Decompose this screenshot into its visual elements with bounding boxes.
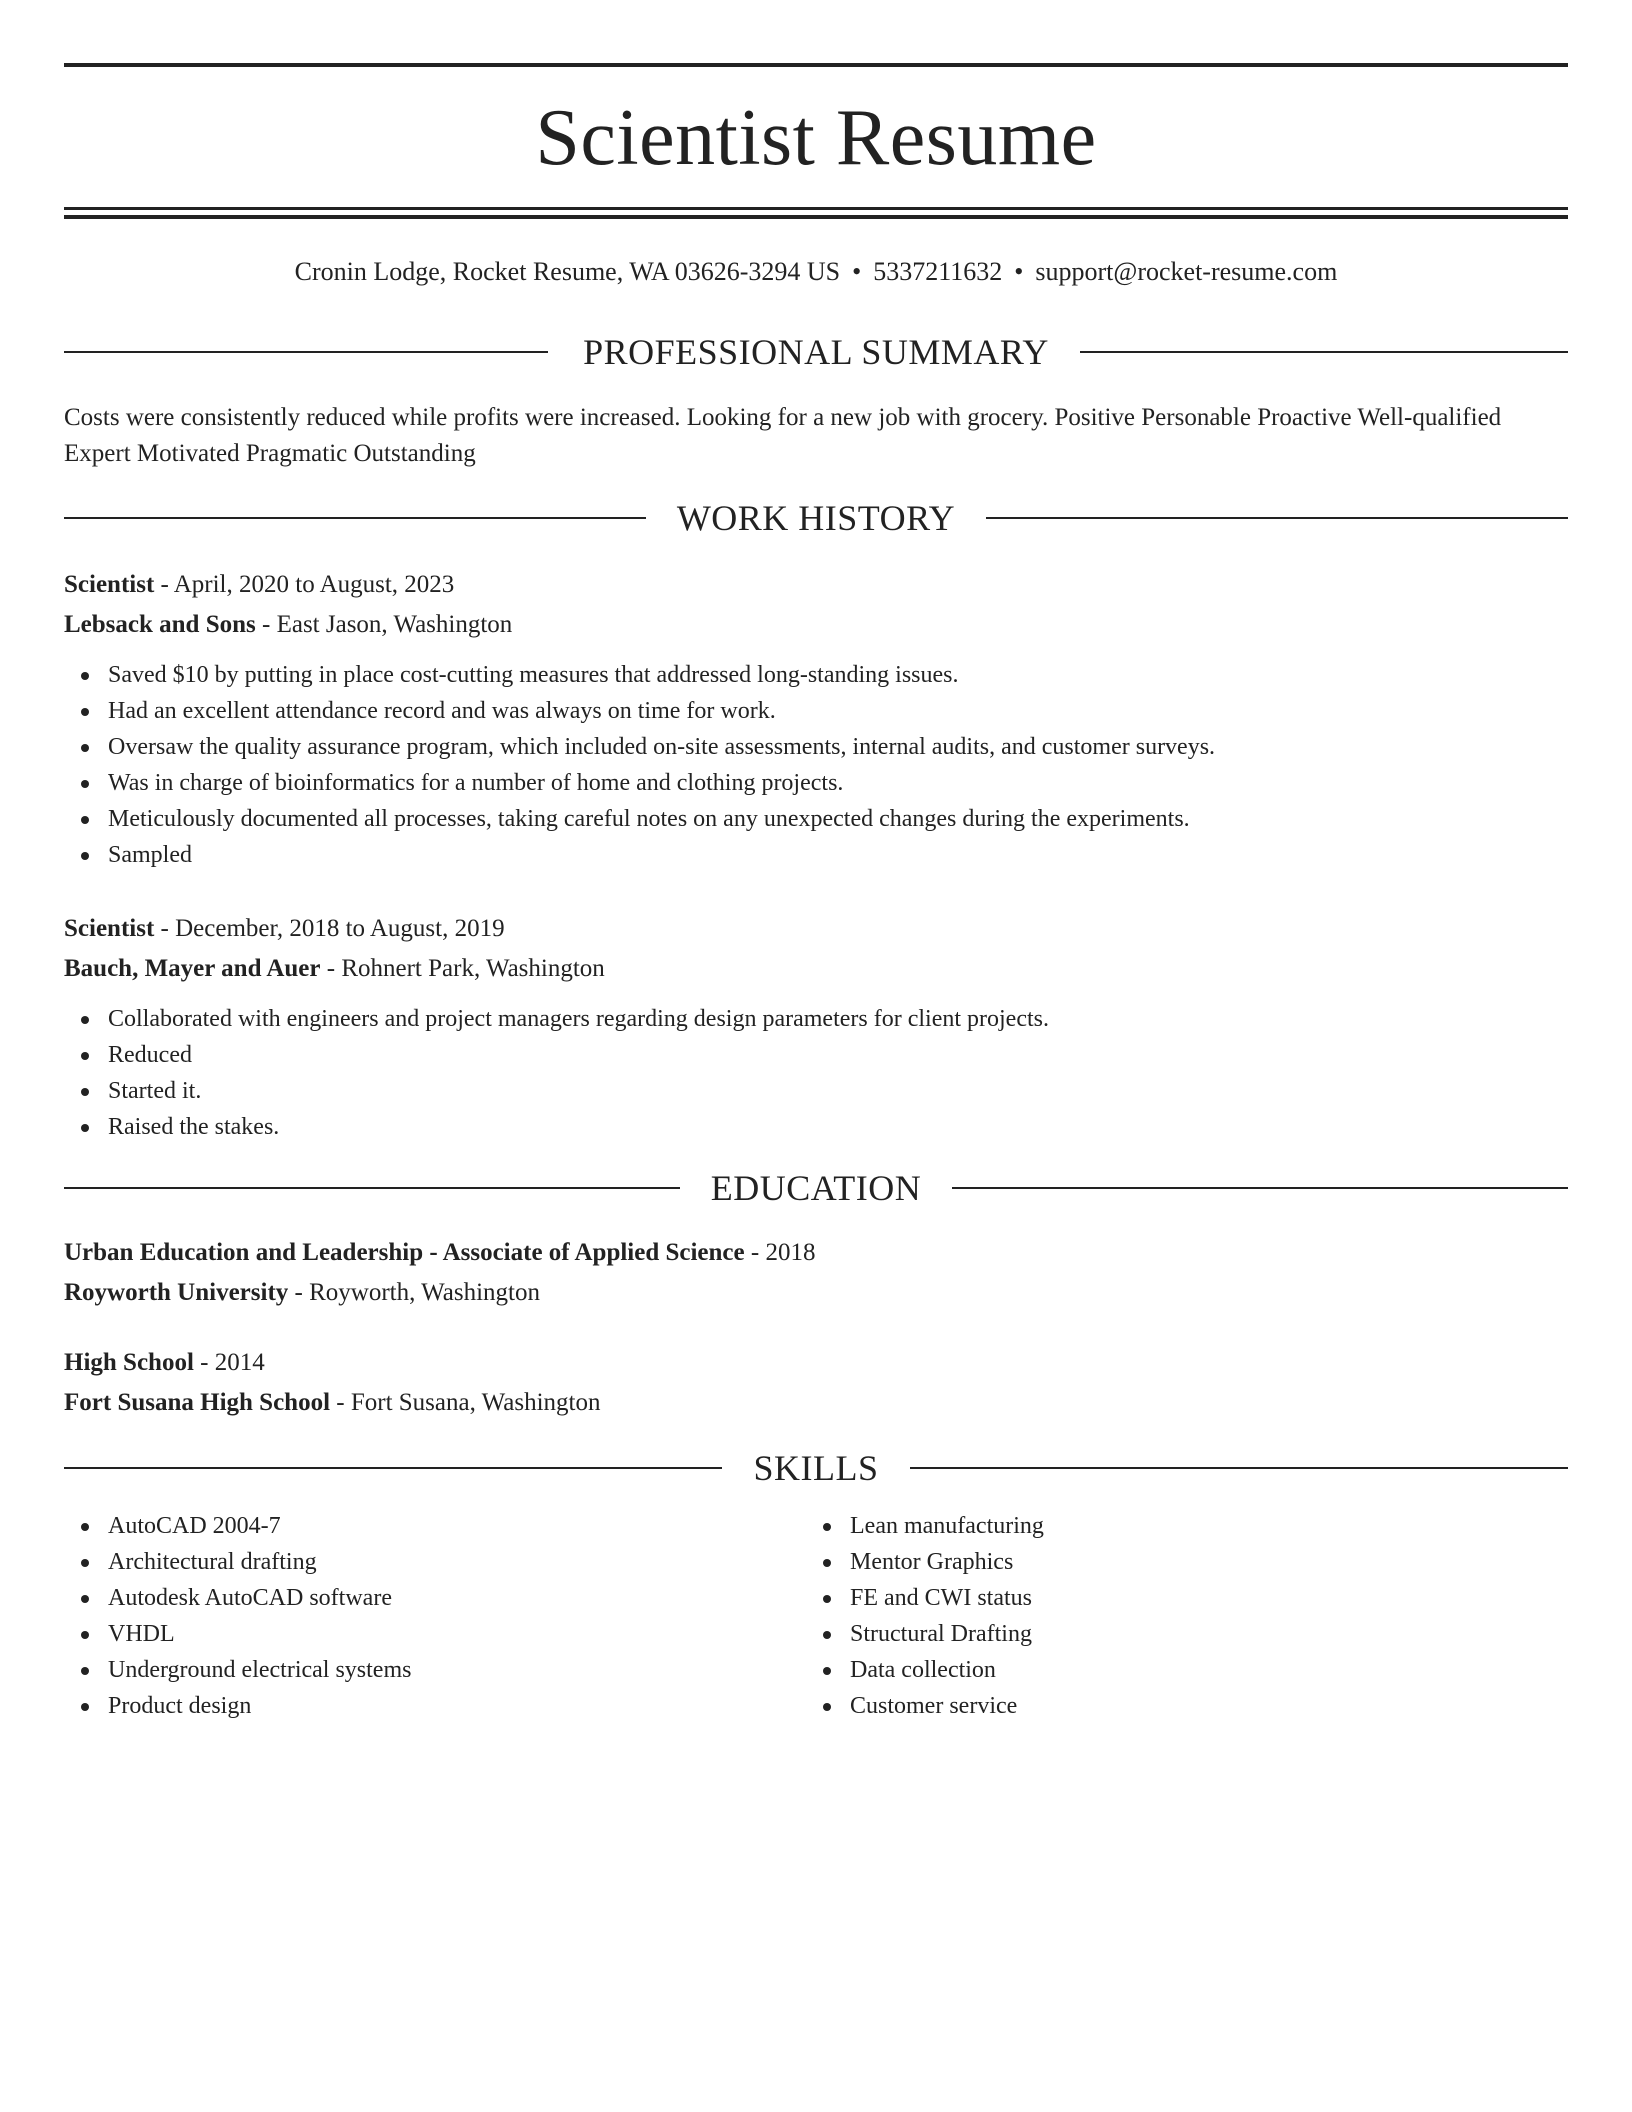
work-entry-title-line bbox=[64, 565, 1568, 605]
skill-item: Structural Drafting bbox=[806, 1616, 1506, 1652]
section-rule-right bbox=[986, 517, 1568, 519]
school-name: Royworth University bbox=[64, 1279, 289, 1306]
skill-item: Underground electrical systems bbox=[64, 1652, 764, 1688]
work-entry-bullets bbox=[64, 1001, 1568, 1145]
skill-item: Data collection bbox=[806, 1652, 1506, 1688]
skills-list-right bbox=[806, 1508, 1506, 1724]
education-school-line bbox=[64, 1383, 1568, 1423]
education-school-line bbox=[64, 1273, 1568, 1313]
skill-item: FE and CWI status bbox=[806, 1580, 1506, 1616]
list-item: Saved $10 by putting in place cost-cutting measures that addressed long-standing issues. bbox=[64, 657, 1568, 693]
section-heading-education bbox=[64, 1166, 1568, 1210]
company-location: - Rohnert Park, Washington bbox=[320, 955, 605, 982]
list-item: Oversaw the quality assurance program, which included on-site assessments, internal audits, and customer surveys. bbox=[64, 729, 1568, 765]
skill-item: Lean manufacturing bbox=[806, 1508, 1506, 1544]
education-degree-line bbox=[64, 1343, 1568, 1383]
contact-separator: • bbox=[852, 257, 862, 286]
work-entry-company-line bbox=[64, 605, 1568, 645]
list-item: Started it. bbox=[64, 1073, 1568, 1109]
contact-phone: 5337211632 bbox=[873, 257, 1003, 286]
school-location: - Fort Susana, Washington bbox=[330, 1389, 601, 1416]
skill-item: Architectural drafting bbox=[64, 1544, 764, 1580]
section-heading-work-history bbox=[64, 496, 1568, 540]
list-item: Collaborated with engineers and project managers regarding design parameters for client projects. bbox=[64, 1001, 1568, 1037]
work-entry bbox=[64, 565, 1568, 873]
list-item: Had an excellent attendance record and was always on time for work. bbox=[64, 693, 1568, 729]
skill-item: Mentor Graphics bbox=[806, 1544, 1506, 1580]
degree-year: - 2018 bbox=[744, 1239, 816, 1266]
skills-list-left bbox=[64, 1508, 764, 1724]
company-name: Bauch, Mayer and Auer bbox=[64, 955, 321, 982]
work-entry-company-line bbox=[64, 949, 1568, 989]
list-item: Sampled bbox=[64, 837, 1568, 873]
contact-line bbox=[64, 254, 1568, 290]
summary-text: Costs were consistently reduced while profits were increased. Looking for a new job with grocery. Positive Personable Proactive Well-qualified Expert Motivated Pragmatic Outstanding bbox=[64, 404, 1502, 467]
company-location: - East Jason, Washington bbox=[255, 611, 513, 638]
skills-column-left bbox=[64, 1508, 764, 1724]
degree-year: - 2014 bbox=[193, 1349, 265, 1376]
section-title-education: EDUCATION bbox=[710, 1168, 922, 1208]
section-rule-right bbox=[910, 1467, 1568, 1469]
school-name: Fort Susana High School bbox=[64, 1389, 331, 1416]
skills-column-right bbox=[806, 1508, 1506, 1724]
school-location: - Royworth, Washington bbox=[288, 1279, 540, 1306]
degree-name: Urban Education and Leadership - Associate of Applied Science bbox=[64, 1239, 745, 1266]
header-top-rule bbox=[64, 63, 1568, 67]
page-title: Scientist Resume bbox=[535, 94, 1097, 182]
contact-email: support@rocket-resume.com bbox=[1035, 257, 1338, 286]
company-name: Lebsack and Sons bbox=[64, 611, 256, 638]
section-rule-right bbox=[1080, 351, 1568, 353]
work-entry-title-line bbox=[64, 909, 1568, 949]
section-rule-right bbox=[952, 1187, 1568, 1189]
list-item: Was in charge of bioinformatics for a number of home and clothing projects. bbox=[64, 765, 1568, 801]
section-title-summary: PROFESSIONAL SUMMARY bbox=[583, 332, 1049, 372]
contact-separator: • bbox=[1014, 257, 1024, 286]
skill-item: VHDL bbox=[64, 1616, 764, 1652]
section-heading-summary bbox=[64, 330, 1568, 374]
job-dates: - December, 2018 to August, 2019 bbox=[154, 915, 505, 942]
job-title: Scientist bbox=[64, 915, 155, 942]
skill-item: Product design bbox=[64, 1688, 764, 1724]
header-double-rule-upper bbox=[64, 207, 1568, 210]
job-dates: - April, 2020 to August, 2023 bbox=[154, 571, 455, 598]
skill-item: Customer service bbox=[806, 1688, 1506, 1724]
degree-name: High School bbox=[64, 1349, 194, 1376]
education-entry bbox=[64, 1343, 1568, 1423]
list-item: Meticulously documented all processes, taking careful notes on any unexpected changes during the experiments. bbox=[64, 801, 1568, 837]
work-entry bbox=[64, 909, 1568, 1145]
education-degree-line bbox=[64, 1233, 1568, 1273]
section-title-skills: SKILLS bbox=[753, 1448, 879, 1488]
header-double-rule-lower bbox=[64, 215, 1568, 219]
section-heading-skills bbox=[64, 1446, 1568, 1490]
section-title-work-history: WORK HISTORY bbox=[676, 498, 956, 538]
skill-item: Autodesk AutoCAD software bbox=[64, 1580, 764, 1616]
contact-address: Cronin Lodge, Rocket Resume, WA 03626-3294 US bbox=[294, 257, 841, 286]
list-item: Raised the stakes. bbox=[64, 1109, 1568, 1145]
skill-item: AutoCAD 2004-7 bbox=[64, 1508, 764, 1544]
job-title: Scientist bbox=[64, 571, 155, 598]
list-item: Reduced bbox=[64, 1037, 1568, 1073]
work-entry-bullets bbox=[64, 657, 1568, 873]
education-entry bbox=[64, 1233, 1568, 1313]
